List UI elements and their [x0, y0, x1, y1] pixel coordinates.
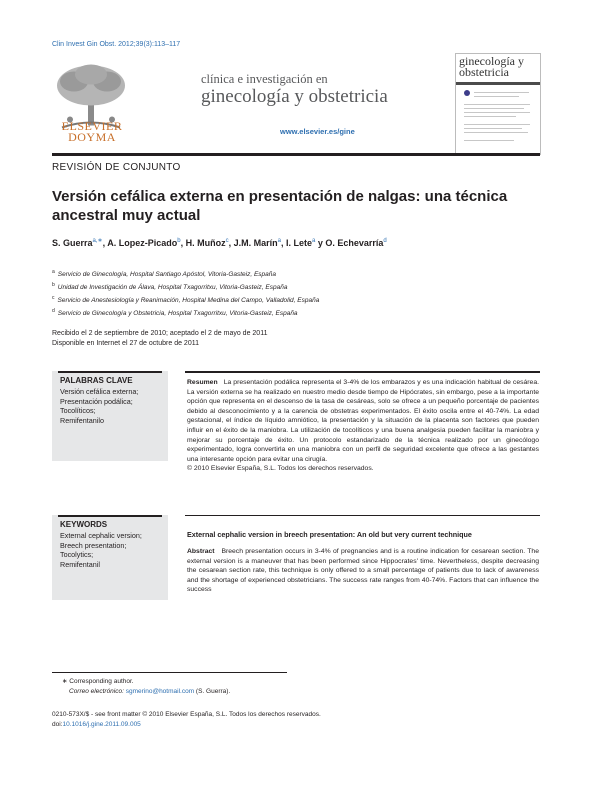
abstract-es — [187, 378, 539, 474]
article-dates — [52, 329, 267, 349]
abstract-es-text: La presentación podálica representa el 3-4% de los embarazos y es una indicación habitual de cesárea. La versión externa se ha realizado en nuestro medio desde tiempo de Hipócrates, sin embargo, pese a la importante opción que representa en el descenso de la tasa de cesáreas, solo se ofrece a un pequeño porcentaje de pacientes debido al desconocimiento y a la carencia de obstetras experimentados. El éxito oscila entre el 40-74%. La edad gestacional, el índice de líquido amniótico, la presentación y la situación de la placenta son factores que pueden influir en el éxito de la maniobra. La utilización de tocolíticos y una buena analgesia pueden facilitar la maniobra y mejorar su porcentaje de éxito. Un protocolo estandarizado de la técnica realizado por un ginecólogo experimentado, logra convertirla en una maniobra con un perfil de seguridad excelente que ofrece a las gestantes una interesante opción para evitar una cirugía. — [187, 379, 540, 463]
cover-text-line — [464, 140, 514, 141]
affiliation-item — [52, 293, 319, 306]
affiliation-item — [52, 280, 319, 293]
abstract-en — [187, 547, 539, 595]
cover-text-line — [464, 104, 530, 105]
keyword-item: Tocolytics; — [60, 550, 94, 559]
affiliation-text: Servicio de Ginecología y Obstetricia, Hospital Txagorritxu, Vitoria-Gasteiz, España — [57, 310, 298, 318]
affiliation-text: Servicio de Anestesiología y Reanimación, Hospital Medina del Campo, Valladolid, España — [57, 297, 320, 305]
author-separator: , — [228, 238, 234, 248]
journal-url-link[interactable]: www.elsevier.es/gine — [280, 127, 355, 136]
keyword-item: Tocolíticos; — [60, 406, 96, 415]
online-date: Disponible en Internet el 27 de octubre de 2011 — [52, 340, 199, 347]
author-separator: , — [280, 238, 286, 248]
footnote-rule — [52, 672, 287, 673]
doi-line — [52, 720, 321, 730]
author-affiliation-mark[interactable]: c — [225, 238, 229, 244]
front-matter-line: 0210-573X/$ - see front matter © 2010 Elsevier España, S.L. Todos los derechos reservados. — [52, 711, 321, 718]
keyword-item: Breech presentation; — [60, 540, 127, 550]
affiliation-mark: c — [52, 295, 55, 302]
email-link[interactable]: sgmerino@hotmail.com — [125, 688, 195, 695]
corresponding-footnote — [62, 677, 230, 697]
cover-title: ginecología y obstetricia — [459, 54, 524, 79]
cover-text-line — [464, 128, 522, 129]
keyword-item: Remifentanil — [60, 559, 100, 569]
footnote-line-1 — [62, 677, 230, 687]
author-affiliation-mark[interactable]: a,∗ — [92, 238, 103, 244]
publisher-wordmark — [52, 121, 132, 143]
affiliation-list — [52, 267, 319, 320]
author-name: O. Echevarría — [325, 238, 384, 248]
keyword-item: Remifentanilo — [60, 415, 104, 425]
abstract-es-lead: Resumen — [187, 379, 218, 386]
author-separator: y — [315, 238, 326, 248]
section-label: REVISIÓN DE CONJUNTO — [52, 162, 181, 173]
keyword-item: Presentación podálica; — [60, 396, 133, 406]
publisher-line-2: DOYMA — [68, 130, 116, 144]
affiliation-item — [52, 306, 319, 319]
keywords-es-box — [52, 371, 168, 461]
footnote-mark: ∗ — [62, 678, 68, 685]
doi-label: doi: — [52, 721, 63, 728]
author-name: A. Lopez-Picado — [107, 238, 178, 248]
english-title: External cephalic version in breech presentation: An old but very current technique — [187, 530, 472, 539]
affiliation-mark: b — [52, 282, 55, 289]
affiliation-mark: d — [52, 308, 55, 315]
abstract-rule — [185, 371, 540, 373]
cover-emblem-icon — [464, 90, 470, 96]
abstract-divider — [185, 515, 540, 516]
abstract-es-copyright: © 2010 Elsevier España, S.L. Todos los derechos reservados. — [187, 465, 374, 473]
author-separator: , — [180, 238, 186, 248]
cover-text-line — [464, 132, 528, 133]
author-separator: , — [102, 238, 108, 248]
email-suffix: (S. Guerra). — [195, 688, 231, 695]
author-name: S. Guerra — [52, 238, 93, 248]
publisher-line-1: ELSEVIER — [61, 119, 123, 133]
cover-text-line — [474, 92, 529, 93]
keyword-item: Versión cefálica externa; — [60, 387, 139, 396]
keywords-en-box — [52, 515, 168, 600]
keywords-es-heading: PALABRAS CLAVE — [60, 376, 133, 385]
affiliation-text: Unidad de Investigación de Álava, Hospital Txagorritxu, Vitoria-Gasteiz, España — [57, 284, 288, 292]
email-label: Correo electrónico: — [69, 688, 124, 695]
author-name: I. Lete — [286, 238, 313, 248]
footnote-line-2 — [62, 687, 230, 697]
author-affiliation-mark[interactable]: b — [177, 238, 181, 244]
cover-text-line — [464, 124, 530, 125]
affiliation-mark: a — [52, 269, 55, 275]
cover-band — [456, 82, 540, 85]
received-date: Recibido el 2 de septiembre de 2010; aceptado el 2 de mayo de 2011 — [52, 330, 268, 337]
journal-name: ginecología y obstetricia — [201, 86, 388, 107]
journal-subtitle: clínica e investigación en — [201, 72, 328, 86]
journal-cover-thumbnail — [455, 53, 541, 155]
article-title: Versión cefálica externa en presentación de nalgas: una técnica ancestral muy actual — [52, 188, 508, 224]
footnote-label: Corresponding author. — [69, 678, 134, 685]
front-matter — [52, 710, 321, 730]
doi-link[interactable]: 10.1016/j.gine.2011.09.005 — [62, 721, 141, 728]
cover-text-line — [464, 116, 516, 117]
keywords-en-list — [52, 529, 168, 575]
author-affiliation-mark[interactable]: a — [277, 238, 281, 244]
keyword-item: External cephalic version; — [60, 531, 142, 540]
author-affiliation-mark[interactable]: d — [383, 238, 387, 244]
citation[interactable]: Clin Invest Gin Obst. 2012;39(3):113–117 — [52, 41, 181, 48]
abstract-en-text: Breech presentation occurs in 3-4% of pregnancies and is a routine indication for cesarean section. The external version is a maneuver that has been performed since Hippocrates' time. Nevertheless, despite decreasing the cesarean section rate, this technique is only offered to a small percentage of patients due to lack of awareness and the shortage of experienced obstetricians. The success rate ranges from 40-74%. Factors that can influence the success — [187, 548, 539, 594]
affiliation-text: Servicio de Ginecología, Hospital Santiago Apóstol, Vitoria-Gasteiz, España — [57, 271, 277, 279]
author-affiliation-mark[interactable]: a — [312, 238, 316, 244]
keywords-en-heading: KEYWORDS — [60, 520, 108, 529]
affiliation-item — [52, 267, 319, 280]
cover-text-line — [464, 108, 524, 109]
author-list — [52, 237, 387, 248]
cover-text-line — [474, 96, 519, 97]
header-rule — [52, 153, 540, 156]
keywords-es-list — [52, 385, 168, 431]
abstract-en-lead: Abstract — [187, 548, 215, 555]
cover-text-line — [464, 112, 530, 113]
author-name: J.M. Marín — [233, 238, 278, 248]
author-name: H. Muñoz — [185, 238, 226, 248]
